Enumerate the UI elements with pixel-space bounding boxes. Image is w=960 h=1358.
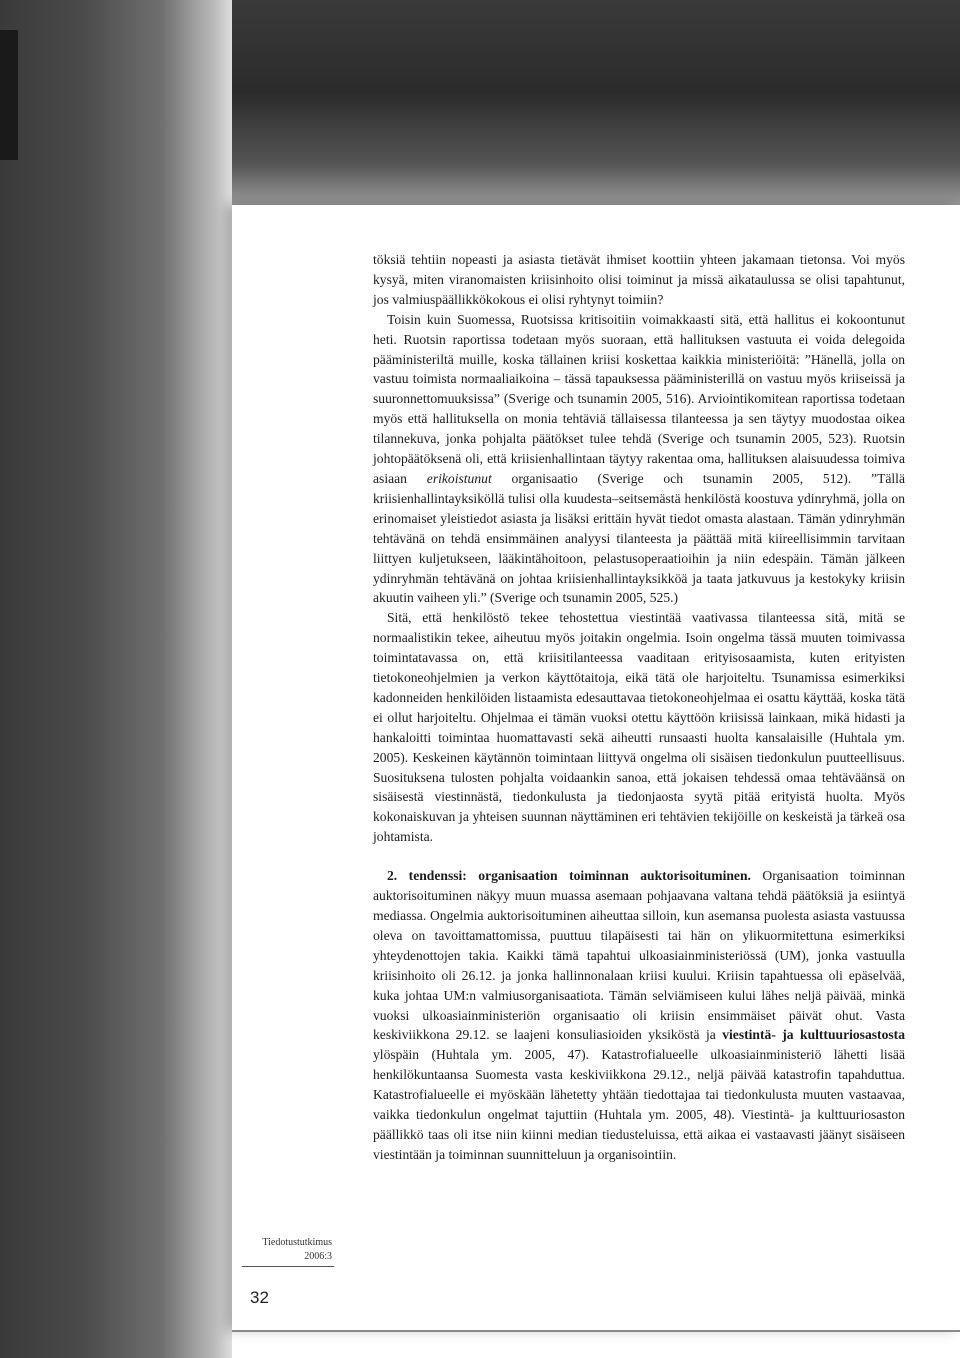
paragraph (373, 866, 905, 1165)
text-run: töksiä tehtiin nopeasti ja asiasta tietävät ihmiset koottiin yhteen jakamaan tietonsa. Voi myös kysyä, miten viranomaisten kriisinhoito olisi toiminut ja missä aikataulussa se olisi tapahtunut, jos valmiuspäällikkökokous ei olisi ryhtynyt toimiin? (373, 252, 905, 307)
text-run: organisaatio (Sverige och tsunamin 2005, 512). ”Tällä kriisienhallintayksiköllä tulisi olla kuudesta–seitsemästä henkilöstä koostuva ydinryhmä, jolla on erinomaiset yleistiedot asiasta ja lisäksi erittäin hyvät tiedot omasta alastaan. Tämän ydinryhmän tehtävänä on tehdä ensimmäinen analyysi tilanteesta ja päättää mitä kiireellisimmin tarvitaan liittyen kuljetukseen, lääkintähoitoon, pelastusoperaatioihin ja niin edespäin. Tämän jälkeen ydinryhmän tehtävänä on johtaa kriisienhallintayksikköä ja taata jatkuvuus ja kestokyky kriisin akuutin vaiheen yli.” (Sverige och tsunamin 2005, 525.) (373, 470, 905, 606)
italic-text: erikoistunut (426, 470, 492, 486)
text-run: Toisin kuin Suomessa, Ruotsissa kritisoitiin voimakkaasti sitä, että hallitus ei kokoontunut heti. Ruotsin raportissa todetaan myös suoraan, että hallituksen vastuuta ei voida delegoida pääministeriltä muille, koska tällainen kriisi koskettaa kaikkia ministeriöitä: ”Hänellä, jolla on vastuu toimista normaaliaikoina – tässä tapauksessa pääministerillä on vastuu myös kriiseissä ja suuronnettomuuksissa” (Sverige och tsunamin 2005, 516). Arviointikomitean raportissa todetaan myös että hallituksella on monia tehtäviä tällaisessa tilanteessa ja sen täytyy muodostaa oikea tilannekuva, jonka pohjalta päätökset tulee tehdä (Sverige och tsunamin 2005, 523). Ruotsin johtopäätöksenä oli, että kriisienhallintaan täytyy rakentaa oma, hallituksen alaisuudessa toimiva asiaan (373, 311, 905, 486)
journal-sidebar (236, 1236, 332, 1264)
journal-name: Tiedotustutkimus (262, 1237, 332, 1248)
article-body (373, 250, 905, 1165)
paragraph (373, 608, 905, 847)
paragraph (373, 310, 905, 609)
scan-shadow-left (0, 0, 232, 1358)
scan-edge-strip (0, 30, 18, 160)
page-bottom-rule (232, 1330, 960, 1332)
text-run: Organisaation toiminnan auktorisoituminen näkyy muun muassa asemaan pohjaavana valtana tehdä päätöksiä ja esiintyä mediassa. Ongelmia auktorisoituminen aiheuttaa silloin, kun asemansa puolesta asiasta vastuussa oleva on tavoittamattomissa, puuttuu tilapäisesti tai hän on ylikuormitettuna esimerkiksi yhteydenottojen takia. Kaikki tämä tapahtui ulkoasiainministeriössä (UM), jonka vastuulla kriisinhoito oli 26.12. ja jonka hallinnonalaan kriisi kuului. Kriisin tapahtuessa oli epäselvää, kuka johtaa UM:n valmiusorganisaatiota. Tämän selviämiseen kului lähes neljä päivää, minkä vuoksi ulkoasiainministeriön organisaatio oli kriisin ensimmäiset päivät ohut. Vasta keskiviikkona 29.12. se laajeni konsuliasioiden yksiköstä ja (373, 868, 905, 1043)
paragraph (373, 250, 905, 310)
bold-text: viestintä- ja kulttuuriosastosta (722, 1027, 905, 1043)
text-run: Sitä, että henkilöstö tekee tehostettua viestintää vaativassa tilanteessa sitä, mitä se normaalistikin tekee, aiheutuu myös joitakin ongelmia. Isoin ongelma tässä muuten toimivassa toimintatavassa on, että kriisitilanteessa vaaditaan erityisosaamista, kuten erityisten tietokoneohjelmien ja verkon käyttötaitoja, eikä tätä ole harjoiteltu. Tsunamissa esimerkiksi kadonneiden henkilöiden listaamista edesauttavaa tietokoneohjelmaa ei osattu käyttää, koska tätä ei ollut harjoiteltu. Ohjelmaa ei tämän vuoksi otettu käyttöön kriisissä lainkaan, mikä hidasti ja hankaloitti toimintaa huomattavasti sekä aiheutti runsaasti huolta kansalaisille (Huhtala ym. 2005). Keskeinen käytännön toimintaan liittyvä ongelma oli sisäisen tiedonkulun puutteellisuus. Suosituksena tulosten pohjalta voidaankin sanoa, että jokaisen tehdessä omaa tehtäväänsä on sisäisestä viestinnästä, tiedonkulusta ja tiedonjaosta syytä pitää erityistä huolta. Myös kokonaiskuvan ja yhteisen suunnan näyttäminen eri tehtävien tekijöille on keskeistä ja tärkeä osa johtamista. (373, 610, 905, 845)
text-run: ylöspäin (Huhtala ym. 2005, 47). Katastrofialueelle ulkoasiainministeriö lähetti lisää henkilökuntaansa Suomesta vasta keskiviikkona 29.12., neljä päivää katastrofin tapahduttua. Katastrofialueelle ei myöskään lähetetty yhtään tiedottajaa tai tiedonkulusta muuten vastaavaa, vaikka tiedonkulun ongelmat tajuttiin (Huhtala ym. 2005, 48). Viestintä- ja kulttuuriosaston päällikkö taas oli itse niin kiinni median tiedusteluissa, että aikaa ei vastaavasti jäänyt sisäiseen viestintään ja toiminnan suunnitteluun ja organisointiin. (373, 1047, 905, 1162)
sidebar-rule (242, 1266, 334, 1267)
page-number: 32 (250, 1288, 269, 1307)
journal-issue: 2006:3 (304, 1251, 332, 1262)
bold-text: 2. tendenssi: organisaation toiminnan auktorisoituminen. (387, 868, 751, 884)
